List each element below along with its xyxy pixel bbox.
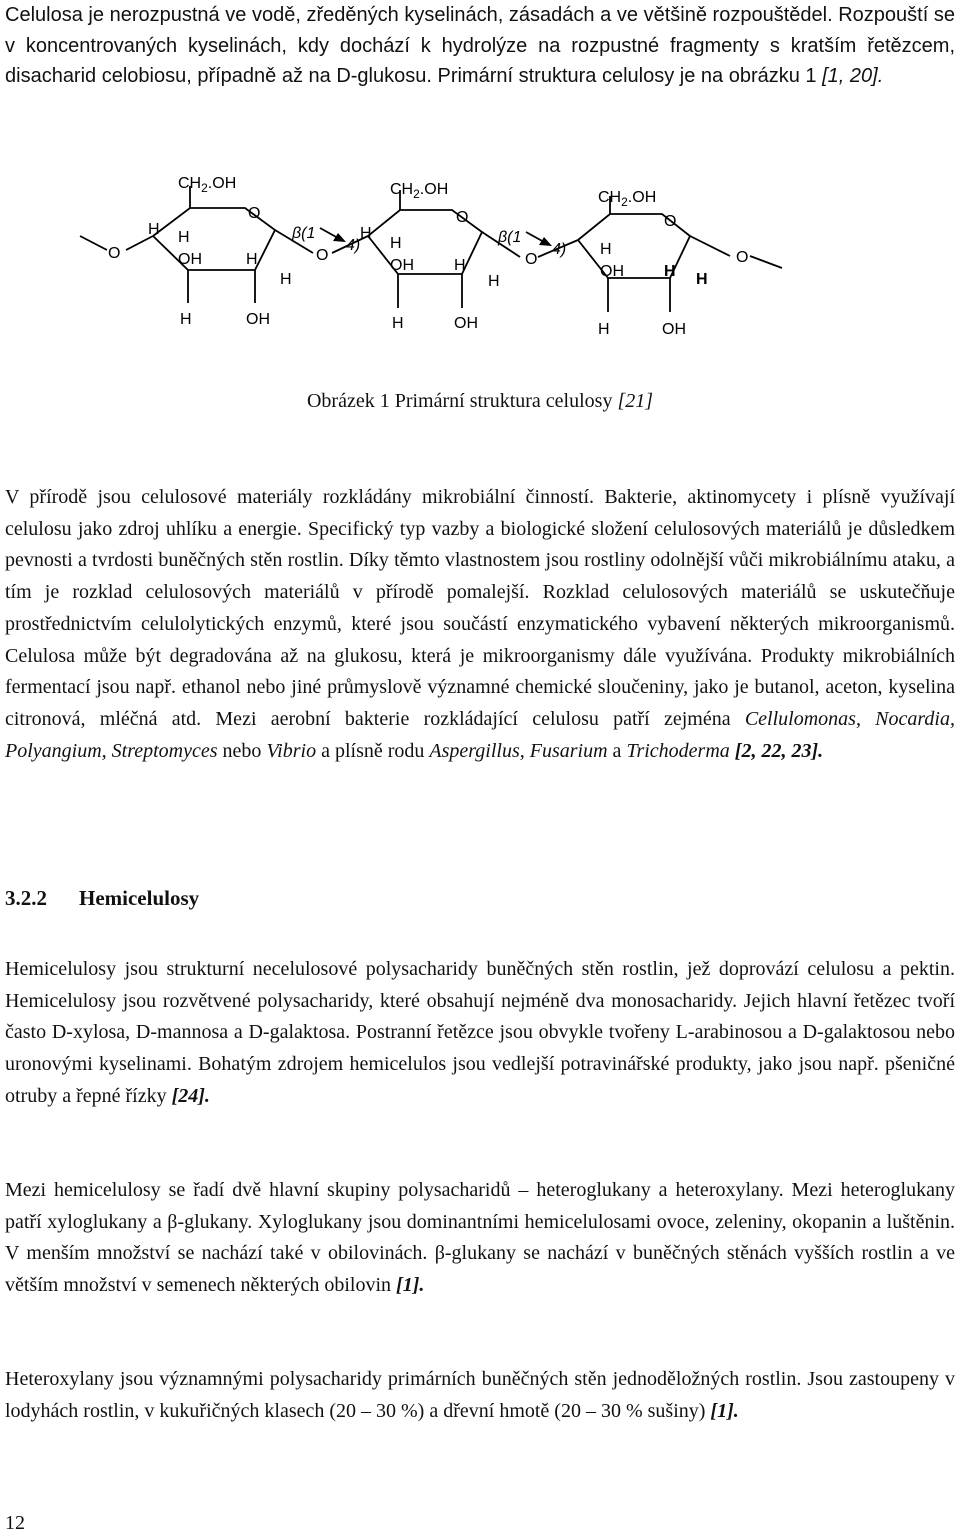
microbial-degradation-paragraph: [5, 482, 955, 767]
p3-text: Heteroxylany jsou významnými polysacharidy primárních buněčných stěn jednoděložných rostlin. Jsou zastoupeny v lodyhách rostlin, v kukuřičných klasech (20 – 30 %) a dřevní hmotě (20 – 30 % sušiny): [5, 1368, 955, 1422]
body1-genera-2: Vibrio: [266, 739, 317, 762]
cellulose-structure-figure: [70, 168, 790, 348]
ring2-h-anomeric: H: [488, 273, 500, 290]
body1-genera-3: Aspergillus, Fusarium: [429, 739, 608, 762]
ring2-oh-suffix: .OH: [419, 181, 449, 198]
link1-four: 4): [346, 237, 361, 254]
ring3-oh-bottom: OH: [662, 321, 686, 338]
ring1-ch: CH: [178, 175, 202, 192]
ring3-oh-left: OH: [600, 263, 624, 280]
section-heading: [5, 886, 199, 911]
link2-four: 4): [552, 241, 567, 258]
terminal-o-left: O: [108, 245, 121, 262]
body1-genera-1: Cellulomonas, Nocardia, Polyangium, Streptomyces: [5, 707, 955, 762]
ring3-sub2: 2: [621, 195, 628, 209]
heteroxylan-paragraph: [5, 1364, 955, 1427]
link1-o: O: [316, 247, 329, 264]
ring2-oh-left: OH: [390, 257, 414, 274]
body1-text-3: a plísně rodu: [321, 739, 425, 762]
ring1-ch2oh: [178, 175, 236, 195]
ring3-ring-o: O: [664, 213, 677, 230]
hemicellulose-groups-paragraph: [5, 1175, 955, 1302]
intro-citation: [1, 20].: [822, 65, 884, 87]
page-number: 12: [5, 1512, 25, 1534]
ring3-oh-suffix: .OH: [627, 189, 657, 206]
body1-genera-4: Trichoderma: [626, 739, 730, 762]
beta-arrow-head-1: [333, 233, 346, 242]
ring1-h-right: H: [246, 251, 258, 268]
body1-text-2: nebo: [222, 739, 262, 762]
cellulose-structure-diagram: [70, 168, 790, 348]
ring3-ch: CH: [598, 189, 622, 206]
caption-text: Obrázek 1 Primární struktura celulosy: [306, 390, 613, 412]
intro-text: Celulosa je nerozpustná ve vodě, zředěných kyselinách, zásadách a ve většině rozpouštědel. Rozpouští se v koncentrovaných kyselinách, kdy dochází k hydrolýze na rozpustné fragmenty s kratším řetězcem, disacharid celobiosu, případně až na D-glukosu. Primární struktura celulosy je na obrázku 1: [5, 4, 955, 87]
bond-lines: [80, 186, 782, 312]
body1-text-1: V přírodě jsou celulosové materiály rozkládány mikrobiální činností. Bakterie, aktinomycety i plísně využívají celulosu jako zdroj uhlíku a energie. Specifický typ vazby a biologické složení celulosových materiálů je důsledkem pevnosti a tvrdosti buněčných stěn rostlin. Díky těmto vlastnostem jsou rostliny odolnější vůči mikrobiálnímu ataku, a tím je rozklad celulosových materiálů v přírodě pomalejší. Rozklad celulosových materiálů se uskutečňuje prostřednictvím celulolytických enzymů, které jsou součástí enzymatického vybavení některých mikroorganismů. Celulosa může být degradována až na glukosu, která je mikroorganismy dále využívána. Produkty mikrobiálních fermentací jsou např. ethanol nebo jiné průmyslově významné chemické sloučeniny, jako je butanol, aceton, kyselina citronová, mléčná atd. Mezi aerobní bakterie rozkládající celulosu patří zejména: [5, 486, 955, 730]
ring3-h-bottom: H: [598, 321, 610, 338]
ring2-h-right: H: [454, 257, 466, 274]
ring3-h-right: H: [664, 263, 676, 280]
body1-citation: [2, 22, 23].: [734, 739, 824, 762]
hemicellulose-definition-paragraph: [5, 954, 955, 1113]
ring2-h-upper: H: [360, 225, 372, 242]
ring2-ch2oh: [390, 181, 448, 201]
section-number: 3.2.2: [5, 886, 47, 910]
section-title: Hemicelulosy: [79, 886, 200, 910]
p2-text: Mezi hemicelulosy se řadí dvě hlavní skupiny polysacharidů – heteroglukany a heteroxylany. Mezi heteroglukany patří xyloglukany a β-glukany. Xyloglukany jsou dominantními hemicelulosami ovoce, zeleniny, okopanin a luštěnin. V menším množství se nachází také v obilovinách. β-glukany se nachází v buněčných stěnách vyšších rostlin a ve větším množství v semenech některých obilovin: [5, 1179, 955, 1297]
p3-citation: [1].: [710, 1399, 739, 1422]
p1-citation: [24].: [171, 1084, 210, 1107]
ring2-ch: CH: [390, 181, 414, 198]
link1-beta: β(1: [292, 225, 316, 242]
ring1-ring-o: O: [248, 205, 261, 222]
ring1-oh-left: OH: [178, 251, 202, 268]
ring1-oh-suffix: .OH: [207, 175, 237, 192]
terminal-o-right: O: [736, 249, 749, 266]
ring1-h-anomeric: H: [280, 271, 292, 288]
ring1-h-bottom: H: [180, 311, 192, 328]
p1-text: Hemicelulosy jsou strukturní necelulosové polysacharidy buněčných stěn rostlin, jež doprovází celulosu a pektin. Hemicelulosy jsou rozvětvené polysacharidy, které obsahují nejméně dva monosacharidy. Jejich hlavní řetězec tvoří často D-xylosa, D-mannosa a D-galaktosa. Postranní řetězce jsou obvykle tvořeny L-arabinosou a D-galaktosou nebo uronovými kyselinami. Bohatým zdrojem hemicelulos jsou vedlejší potravinářské produkty, jako jsou např. pšeničné otruby a řepné řízky: [5, 958, 955, 1107]
ring2-ring-o: O: [456, 209, 469, 226]
link2-beta: β(1: [498, 229, 522, 246]
ring1-h-upper: H: [148, 221, 160, 238]
link2-o: O: [525, 251, 538, 268]
ring3-ch2oh: [598, 189, 656, 209]
ring1-sub2: 2: [201, 181, 208, 195]
beta-arrow-head-2: [539, 237, 552, 246]
figure-caption: [0, 390, 960, 413]
ring2-oh-bottom: OH: [454, 315, 478, 332]
ring3-h-anomeric: H: [696, 271, 708, 288]
p2-citation: [1].: [396, 1274, 425, 1297]
ring2-h-bottom: H: [392, 315, 404, 332]
ring2-sub2: 2: [413, 187, 420, 201]
caption-citation: [21]: [617, 390, 654, 412]
ring3-h-left: H: [600, 241, 612, 258]
body1-text-4: a: [612, 739, 622, 762]
ring1-oh-bottom: OH: [246, 311, 270, 328]
ring2-h-left: H: [390, 235, 402, 252]
ring1-h-left: H: [178, 229, 190, 246]
intro-paragraph: [5, 0, 955, 92]
